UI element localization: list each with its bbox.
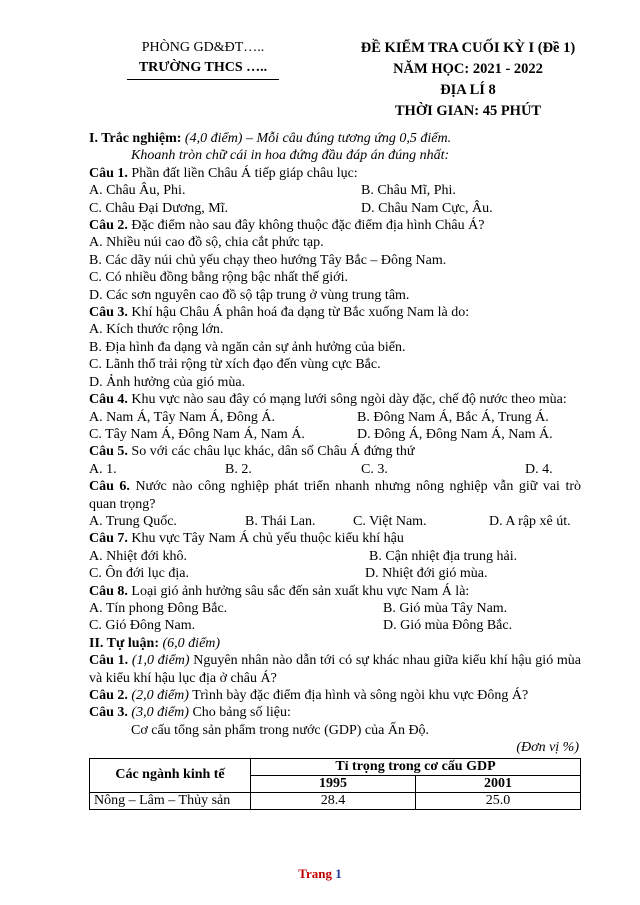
table-row xyxy=(90,792,581,809)
option-d[interactable]: D. Nhiệt đới gió mùa. xyxy=(365,566,488,582)
option-c[interactable]: C. Có nhiều đồng bằng rộng bậc nhất thế giới. xyxy=(89,270,348,286)
option-b[interactable]: B. Địa hình đa dạng và ngăn cản sự ảnh hưởng của biển. xyxy=(89,339,406,355)
school-year: NĂM HỌC: 2021 - 2022 xyxy=(393,61,543,77)
option-c[interactable]: C. Gió Đông Nam. xyxy=(89,618,196,634)
option-d[interactable]: D. A rập xê út. xyxy=(489,513,571,529)
essay-question-1: Câu 1. (1,0 điểm) Nguyên nhân nào dẫn tới có sự khác nhau giữa kiểu khí hậu gió mùa và kiểu khí hậu lục địa ở châu Á? xyxy=(89,653,582,686)
page-number: 1 xyxy=(335,866,342,881)
header-left xyxy=(108,38,298,80)
option-c[interactable]: C. 3. xyxy=(361,461,388,477)
question-5-options xyxy=(89,461,581,478)
option-b[interactable]: B. Cận nhiệt địa trung hải. xyxy=(369,548,518,564)
option-b[interactable]: B. Châu Mĩ, Phi. xyxy=(361,183,456,199)
question-7-options-cd xyxy=(89,565,581,582)
option-d[interactable]: D. 4. xyxy=(525,461,553,477)
cell-1995: 28.4 xyxy=(251,792,416,809)
option-d[interactable]: D. Châu Nam Cực, Âu. xyxy=(361,200,493,216)
option-b[interactable]: B. Gió mùa Tây Nam. xyxy=(383,600,508,616)
option-b[interactable]: B. Thái Lan. xyxy=(245,513,316,529)
gdp-table xyxy=(89,758,581,810)
question-8-options-ab xyxy=(89,600,581,617)
question-1-options-ab xyxy=(89,182,581,199)
option-c[interactable]: C. Châu Đại Dương, Mĩ. xyxy=(89,200,229,216)
part2-heading: II. Tự luận: (6,0 điểm) xyxy=(89,635,221,651)
header-year-1995: 1995 xyxy=(251,775,416,792)
option-b[interactable]: B. Các dãy núi chủ yếu chạy theo hướng Tây Bắc – Đông Nam. xyxy=(89,252,447,268)
option-d[interactable]: D. Đông Á, Đông Nam Á, Nam Á. xyxy=(357,426,553,442)
part1-heading: I. Trắc nghiệm: (4,0 điểm) – Mỗi câu đúng tương ứng 0,5 điểm. xyxy=(89,131,452,146)
option-a[interactable]: A. Kích thước rộng lớn. xyxy=(89,322,224,338)
question-4-options-cd xyxy=(89,426,581,443)
part1-instruction: Khoanh tròn chữ cái in hoa đứng đầu đáp án đúng nhất: xyxy=(131,148,450,164)
header-year-2001: 2001 xyxy=(415,775,580,792)
table-unit: (Đơn vị %) xyxy=(516,740,579,756)
question-8: Câu 8. Loại gió ảnh hưởng sâu sắc đến sản xuất khu vực Nam Á là: xyxy=(89,583,470,599)
cell-sector: Nông – Lâm – Thủy sản xyxy=(90,792,251,809)
essay-question-3: Câu 3. (3,0 điểm) Cho bảng số liệu: xyxy=(89,705,291,721)
table-caption: Cơ cấu tổng sản phẩm trong nước (GDP) của Ấn Độ. xyxy=(131,722,430,738)
department-name: PHÒNG GD&ĐT….. xyxy=(141,40,265,55)
option-c[interactable]: C. Ôn đới lục địa. xyxy=(89,566,189,582)
question-7: Câu 7. Khu vực Tây Nam Á chủ yếu thuộc kiểu khí hậu xyxy=(89,531,404,547)
question-1: Câu 1. Phần đất liền Châu Á tiếp giáp châu lục: xyxy=(89,165,358,181)
header-right xyxy=(318,38,618,122)
option-a[interactable]: A. Châu Âu, Phi. xyxy=(89,183,186,199)
subject: ĐỊA LÍ 8 xyxy=(440,82,496,98)
header-share: Tỉ trọng trong cơ cấu GDP xyxy=(251,758,581,775)
page-footer xyxy=(0,866,640,882)
question-6-options xyxy=(89,513,581,530)
option-b[interactable]: B. 2. xyxy=(225,461,252,477)
page-label: Trang xyxy=(298,866,332,881)
question-2: Câu 2. Đặc điểm nào sau đây không thuộc đặc điểm địa hình Châu Á? xyxy=(89,218,485,234)
option-d[interactable]: D. Các sơn nguyên cao đồ sộ tập trung ở vùng trung tâm. xyxy=(89,287,410,303)
option-a[interactable]: A. Nam Á, Tây Nam Á, Đông Á. xyxy=(89,409,275,425)
option-d[interactable]: D. Gió mùa Đông Bắc. xyxy=(383,618,513,634)
question-4-options-ab xyxy=(89,409,581,426)
question-5: Câu 5. So với các châu lục khác, dân số Châu Á đứng thứ xyxy=(89,444,415,460)
option-a[interactable]: A. Trung Quốc. xyxy=(89,513,177,529)
option-d[interactable]: D. Ảnh hưởng của gió mùa. xyxy=(89,374,246,390)
question-3: Câu 3. Khí hậu Châu Á phân hoá đa dạng từ Bắc xuống Nam là do: xyxy=(89,305,470,321)
question-1-options-cd xyxy=(89,200,581,217)
option-c[interactable]: C. Lãnh thổ trải rộng từ xích đạo đến vùng cực Bắc. xyxy=(89,357,381,373)
question-4: Câu 4. Khu vực nào sau đây có mạng lưới sông ngòi dày đặc, chế độ nước theo mùa: xyxy=(89,392,567,408)
exam-content xyxy=(89,130,581,810)
option-c[interactable]: C. Tây Nam Á, Đông Nam Á, Nam Á. xyxy=(89,426,305,442)
option-a[interactable]: A. 1. xyxy=(89,461,117,477)
duration: THỜI GIAN: 45 PHÚT xyxy=(394,103,542,119)
option-a[interactable]: A. Tín phong Đông Bắc. xyxy=(89,600,228,616)
question-7-options-ab xyxy=(89,548,581,565)
question-8-options-cd xyxy=(89,617,581,634)
school-name: TRƯỜNG THCS ….. xyxy=(127,58,279,80)
header-sector: Các ngành kinh tế xyxy=(90,758,251,792)
option-a[interactable]: A. Nhiều núi cao đồ sộ, chia cắt phức tạp. xyxy=(89,235,324,251)
option-c[interactable]: C. Việt Nam. xyxy=(353,513,427,529)
essay-question-2: Câu 2. (2,0 điểm) Trình bày đặc điểm địa hình và sông ngòi khu vực Đông Á? xyxy=(89,688,529,703)
cell-2001: 25.0 xyxy=(415,792,580,809)
option-b[interactable]: B. Đông Nam Á, Bắc Á, Trung Á. xyxy=(357,409,549,425)
option-a[interactable]: A. Nhiệt đới khô. xyxy=(89,548,188,564)
question-6: Câu 6. Nước nào công nghiệp phát triển nhanh nhưng nông nghiệp vẫn giữ vai trò quan trọng? xyxy=(89,479,581,512)
exam-title: ĐỀ KIỂM TRA CUỐI KỲ I (Đề 1) xyxy=(360,40,576,56)
